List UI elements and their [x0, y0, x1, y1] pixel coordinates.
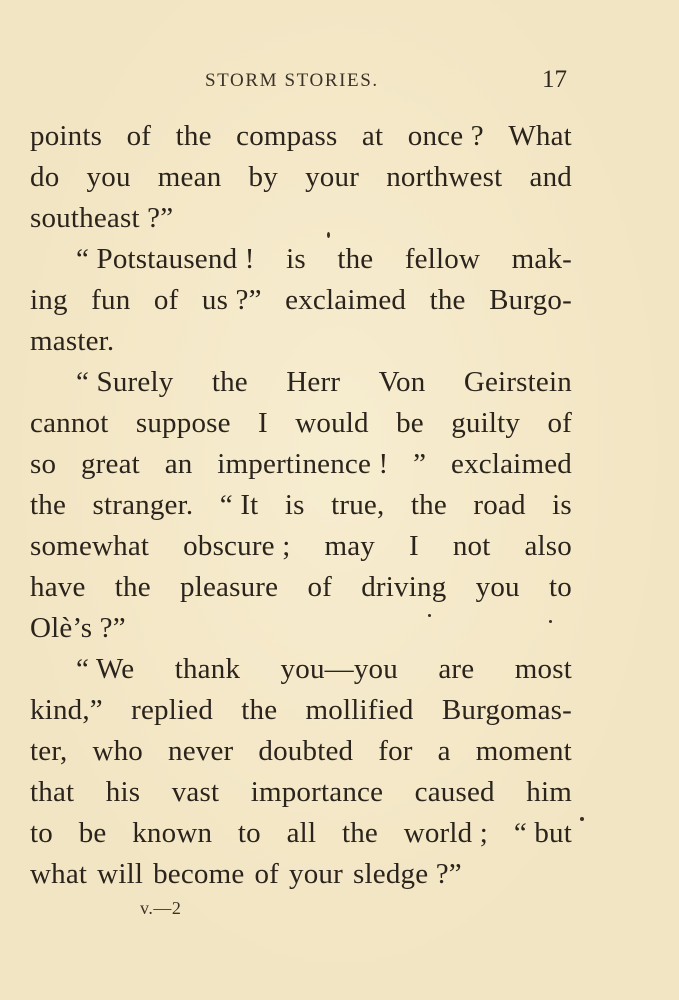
text-line: [30, 772, 572, 813]
word: Herr: [286, 366, 341, 398]
word: Von: [378, 366, 426, 398]
word: Burgomas-: [441, 694, 572, 726]
word: you—you: [280, 653, 398, 685]
word: would: [295, 407, 369, 439]
text-line: [30, 239, 572, 280]
word: the: [30, 489, 67, 521]
word: so: [30, 448, 57, 480]
word: true,: [331, 489, 385, 521]
word: replied: [131, 694, 214, 726]
word: is: [552, 489, 572, 521]
word: doubted: [258, 735, 354, 767]
word: ing: [30, 284, 68, 316]
word: points: [30, 120, 103, 152]
word: be: [396, 407, 424, 439]
running-title: STORM STORIES.: [205, 70, 379, 91]
body-text: [30, 116, 572, 895]
word: not: [452, 530, 491, 562]
text-line: [30, 321, 572, 362]
word: guilty: [451, 407, 521, 439]
word: to: [237, 817, 261, 849]
word: the: [114, 571, 151, 603]
word: obscure ;: [183, 530, 291, 562]
word: most: [514, 653, 572, 685]
word: to: [30, 817, 53, 849]
print-speck: [549, 620, 552, 623]
text-line: [30, 649, 572, 690]
word: you: [86, 161, 131, 193]
text-line: [30, 731, 572, 772]
word: impertinence !: [217, 448, 389, 480]
text-line: [30, 403, 572, 444]
word: him: [526, 776, 572, 808]
page-number: 17: [542, 66, 567, 93]
print-speck: [327, 232, 330, 238]
print-speck: [580, 817, 584, 821]
word: I: [258, 407, 268, 439]
word: is: [284, 489, 305, 521]
word: exclaimed: [451, 448, 572, 480]
word: the: [175, 120, 212, 152]
signature-mark: v.—2: [140, 898, 182, 918]
word: us ?”: [201, 284, 262, 316]
word: be: [78, 817, 107, 849]
word: also: [524, 530, 572, 562]
word: the: [337, 243, 374, 275]
word: suppose: [135, 407, 231, 439]
word: to: [548, 571, 572, 603]
word: What: [508, 120, 572, 152]
word: driving: [361, 571, 447, 603]
word: thank: [174, 653, 241, 685]
word: somewhat: [30, 530, 150, 562]
word: of: [153, 284, 179, 316]
word: the: [429, 284, 466, 316]
word: kind,”: [30, 694, 103, 726]
text-line: [30, 526, 572, 567]
word: the: [410, 489, 447, 521]
word: mollified: [305, 694, 414, 726]
word: caused: [414, 776, 495, 808]
running-head: [0, 66, 679, 96]
word: “ It: [219, 489, 259, 521]
word: will: [97, 858, 144, 890]
word: an: [164, 448, 193, 480]
word: of: [307, 571, 333, 603]
text-line: [30, 362, 572, 403]
text-line: [30, 157, 572, 198]
word: vast: [171, 776, 220, 808]
word: ter,: [30, 735, 68, 767]
word: known: [132, 817, 213, 849]
word: who: [92, 735, 144, 767]
word: your: [289, 858, 343, 890]
word: what: [30, 858, 88, 890]
word: never: [168, 735, 234, 767]
word: moment: [475, 735, 572, 767]
word: fun: [91, 284, 131, 316]
word: “ We: [76, 653, 135, 685]
word: are: [438, 653, 475, 685]
text-line: [30, 116, 572, 157]
text-line: [30, 690, 572, 731]
word: exclaimed: [285, 284, 407, 316]
word: “ but: [513, 817, 572, 849]
word: Olè’s ?”: [30, 612, 126, 644]
text-line: [30, 280, 572, 321]
word: stranger.: [92, 489, 194, 521]
word: do: [30, 161, 60, 193]
word: his: [105, 776, 141, 808]
word: is: [286, 243, 306, 275]
word: once ?: [407, 120, 484, 152]
word: may: [324, 530, 375, 562]
print-speck: [428, 614, 431, 617]
text-line: [30, 813, 572, 854]
word: compass: [236, 120, 338, 152]
word: of: [126, 120, 152, 152]
word: sledge ?”: [353, 858, 462, 890]
word: Geirstein: [463, 366, 572, 398]
word: I: [408, 530, 419, 562]
word: mean: [157, 161, 222, 193]
word: by: [248, 161, 278, 193]
word: your: [305, 161, 360, 193]
word: have: [30, 571, 86, 603]
text-line: [30, 485, 572, 526]
word: for: [378, 735, 413, 767]
word: mak-: [511, 243, 572, 275]
text-line: [30, 567, 572, 608]
word: the: [341, 817, 378, 849]
word: northwest: [386, 161, 503, 193]
word: the: [211, 366, 248, 398]
word: at: [361, 120, 384, 152]
text-line: [30, 854, 572, 895]
word: become: [153, 858, 245, 890]
word: of: [254, 858, 280, 890]
word: fellow: [404, 243, 481, 275]
word: great: [80, 448, 140, 480]
text-line: [30, 444, 572, 485]
word: that: [30, 776, 75, 808]
word: Burgo-: [489, 284, 572, 316]
text-line: [30, 198, 572, 239]
word: “ Potstausend !: [76, 243, 255, 275]
word: of: [547, 407, 572, 439]
word: and: [529, 161, 572, 193]
word: all: [286, 817, 317, 849]
word: “ Surely: [76, 366, 174, 398]
word: importance: [250, 776, 384, 808]
text-line: [30, 608, 572, 649]
word: southeast ?”: [30, 202, 174, 234]
word: the: [241, 694, 278, 726]
word: a: [437, 735, 451, 767]
word: world ;: [403, 817, 489, 849]
word: ”: [413, 448, 427, 480]
word: you: [475, 571, 520, 603]
word: master.: [30, 325, 115, 357]
word: road: [473, 489, 526, 521]
word: pleasure: [180, 571, 279, 603]
word: cannot: [30, 407, 109, 439]
